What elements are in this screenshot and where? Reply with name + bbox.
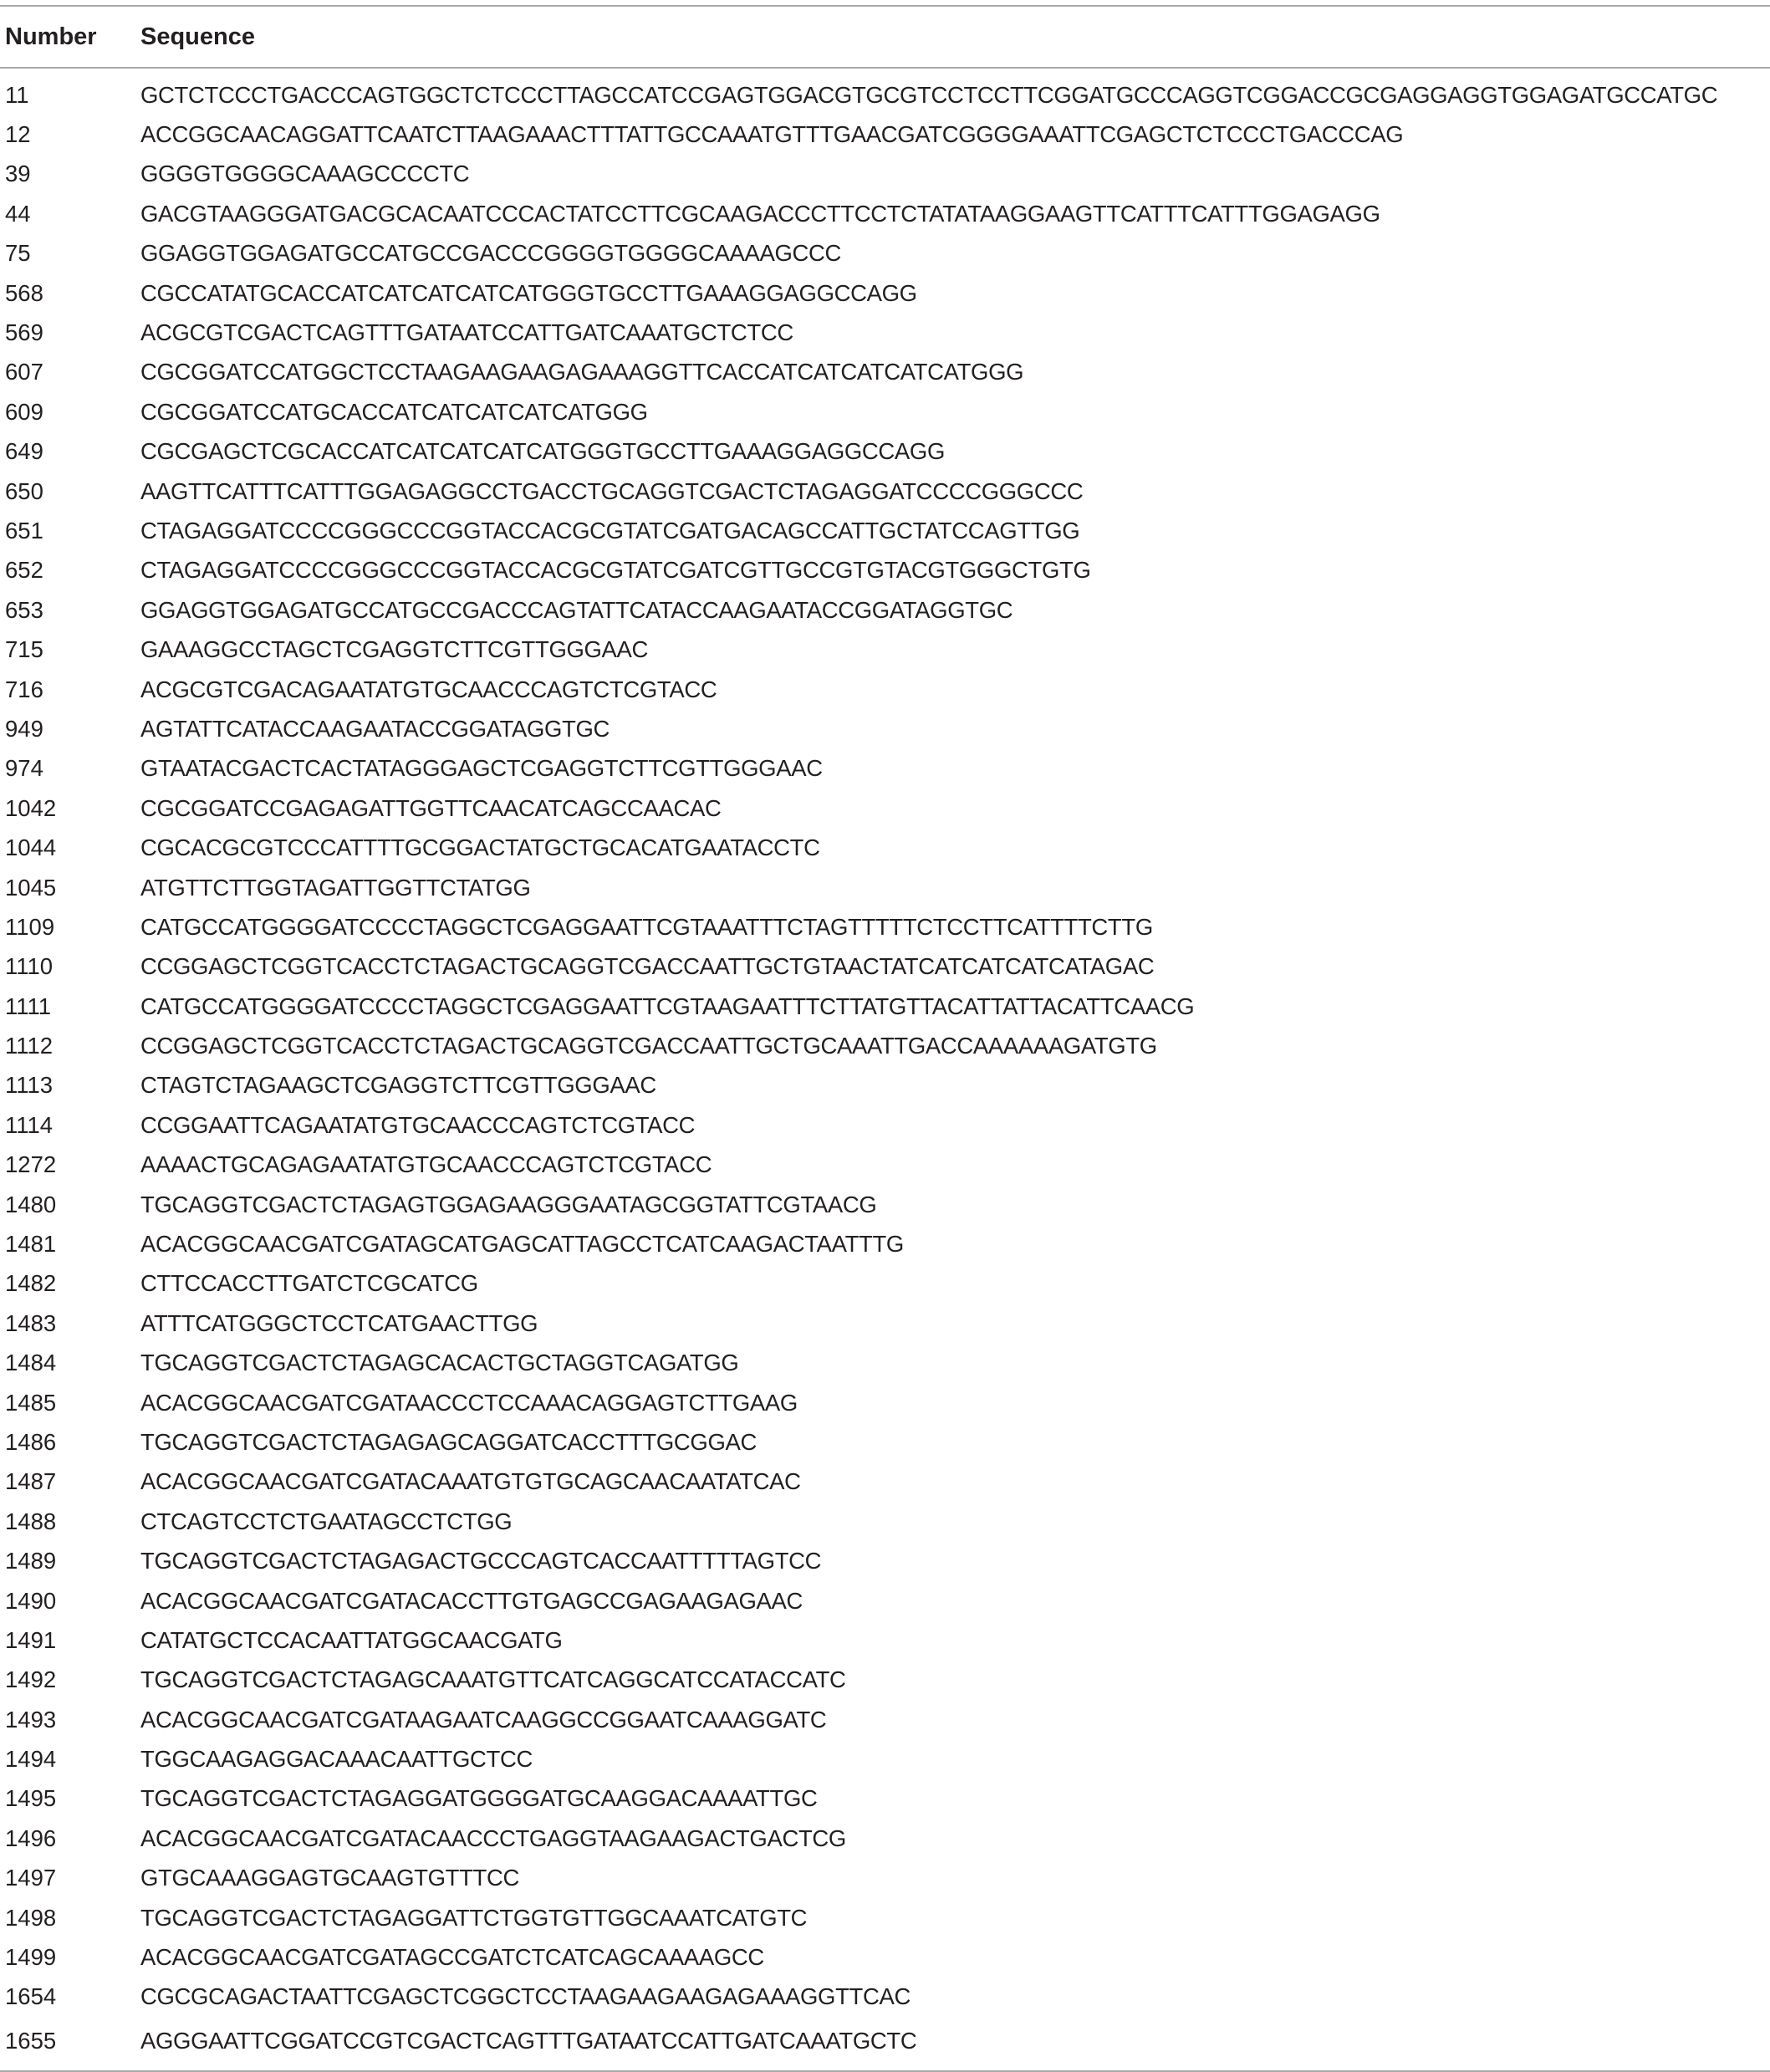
- table-row: [0, 1422, 1770, 1462]
- primer-sequence: ACACGGCAACGATCGATAGCATGAGCATTAGCCTCATCAAGACTAATTTG: [140, 1231, 904, 1258]
- primer-sequence: CGCGGATCCATGCACCATCATCATCATCATGGG: [140, 398, 648, 425]
- primer-number: 568: [5, 279, 43, 306]
- table-row: [0, 1264, 1770, 1304]
- primer-number: 1272: [5, 1151, 57, 1178]
- primer-sequence: GGAGGTGGAGATGCCATGCCGACCCGGGGTGGGGCAAAAGCCC: [140, 240, 842, 267]
- table-row: [0, 1026, 1770, 1065]
- primer-sequence: CGCCATATGCACCATCATCATCATCATGGGTGCCTTGAAAGGAGGCCAGG: [140, 279, 917, 306]
- primer-number: 1492: [5, 1666, 57, 1693]
- primer-number: 1493: [5, 1706, 57, 1733]
- primer-number: 1485: [5, 1389, 57, 1416]
- table-row: [0, 472, 1770, 511]
- primer-number: 1498: [5, 1904, 57, 1931]
- primer-number: 1486: [5, 1428, 57, 1455]
- primer-number: 649: [5, 438, 43, 465]
- primer-sequence: TGCAGGTCGACTCTAGAGACTGCCCAGTCACCAATTTTTAGTCC: [140, 1548, 822, 1574]
- primer-sequence: CTCAGTCCTCTGAATAGCCTCTGG: [140, 1508, 513, 1534]
- table-row: [0, 630, 1770, 669]
- table-row: [0, 1581, 1770, 1620]
- primer-sequence: TGCAGGTCGACTCTAGAGCACACTGCTAGGTCAGATGG: [140, 1350, 739, 1376]
- table-row: [0, 1304, 1770, 1343]
- primer-number: 650: [5, 477, 43, 504]
- table-row: [0, 2017, 1770, 2071]
- primer-sequence: GACGTAAGGGATGACGCACAATCCCACTATCCTTCGCAAGACCCTTCCTCTATATAAGGAAGTTCATTTCATTTGGAGAGG: [140, 200, 1380, 227]
- primer-number: 11: [5, 81, 29, 108]
- table-row: [0, 1502, 1770, 1541]
- primer-sequence: GCTCTCCCTGACCCAGTGGCTCTCCCTTAGCCATCCGAGTGGACGTGCGTCCTCCTTCGGATGCCCAGGTCGGACCGCGAGGAGGTGGAGATGCCATGC: [140, 81, 1718, 108]
- primer-number: 1487: [5, 1468, 57, 1495]
- primer-sequence: ACACGGCAACGATCGATAAGAATCAAGGCCGGAATCAAAGGATC: [140, 1706, 827, 1733]
- primer-sequence: CGCGCAGACTAATTCGAGCTCGGCTCCTAAGAAGAAGAGAAAGGTTCAC: [140, 1983, 911, 2010]
- primer-sequence: CATGCCATGGGGATCCCCTAGGCTCGAGGAATTCGTAAGAATTTCTTATGTTACATTATTACATTCAACG: [140, 993, 1195, 1019]
- primer-number: 75: [5, 240, 31, 267]
- table-row: [0, 828, 1770, 867]
- table-row: [0, 590, 1770, 630]
- primer-number: 1042: [5, 794, 57, 821]
- table-row: [0, 432, 1770, 472]
- primer-sequence: ACGCGTCGACTCAGTTTGATAATCCATTGATCAAATGCTCTCC: [140, 319, 793, 346]
- table-row: [0, 273, 1770, 313]
- column-header-number: Number: [0, 6, 140, 68]
- primer-number: 609: [5, 398, 43, 425]
- primer-number: 1114: [5, 1111, 54, 1138]
- primer-sequence: CCGGAGCTCGGTCACCTCTAGACTGCAGGTCGACCAATTGCTGTAACTATCATCATCATCATAGAC: [140, 953, 1155, 980]
- primer-number: 1488: [5, 1508, 57, 1534]
- table-row: [0, 1146, 1770, 1185]
- table-row: [0, 1066, 1770, 1105]
- primer-sequence: ACCGGCAACAGGATTCAATCTTAAGAAACTTTATTGCCAAATGTTTGAACGATCGGGGAAATTCGAGCTCTCCCTGACCCAG: [140, 121, 1404, 148]
- primer-sequence: GTGCAAAGGAGTGCAAGTGTTTCC: [140, 1865, 520, 1891]
- primer-number: 1494: [5, 1746, 57, 1773]
- table-row: [0, 1185, 1770, 1224]
- primer-sequence: CCGGAATTCAGAATATGTGCAACCCAGTCTCGTACC: [140, 1111, 696, 1138]
- primer-number: 1495: [5, 1785, 57, 1812]
- primer-number: 1480: [5, 1191, 57, 1217]
- table-row: [0, 749, 1770, 788]
- primer-sequence: GTAATACGACTCACTATAGGGAGCTCGAGGTCTTCGTTGGGAAC: [140, 755, 823, 782]
- primer-number: 1497: [5, 1865, 57, 1891]
- table-row: [0, 392, 1770, 431]
- table-row: [0, 1541, 1770, 1580]
- primer-number: 1481: [5, 1231, 57, 1258]
- primer-sequence: AGTATTCATACCAAGAATACCGGATAGGTGC: [140, 715, 610, 742]
- table-body: [0, 68, 1770, 2071]
- table-row: [0, 1978, 1770, 2017]
- primer-number: 1111: [5, 993, 52, 1019]
- table-row: [0, 1620, 1770, 1660]
- primer-number: 1482: [5, 1270, 57, 1297]
- table-row: [0, 1779, 1770, 1819]
- table-row: [0, 313, 1770, 352]
- table-row: [0, 1661, 1770, 1700]
- primer-number: 569: [5, 319, 43, 346]
- table-row: [0, 551, 1770, 590]
- primer-sequence: TGCAGGTCGACTCTAGAGGATGGGGATGCAAGGACAAAATTGC: [140, 1785, 818, 1812]
- primer-number: 1496: [5, 1824, 57, 1851]
- primer-sequence: TGCAGGTCGACTCTAGAGCAAATGTTCATCAGGCATCCATACCATC: [140, 1666, 846, 1693]
- table-row: [0, 1700, 1770, 1739]
- primer-number: 1499: [5, 1944, 57, 1971]
- primer-number: 651: [5, 517, 43, 544]
- primer-sequence: CATGCCATGGGGATCCCCTAGGCTCGAGGAATTCGTAAATTTCTAGTTTTTCTCCTTCATTTTCTTG: [140, 913, 1153, 940]
- primer-number: 1109: [5, 913, 55, 940]
- table-row: [0, 115, 1770, 154]
- primer-sequence: TGCAGGTCGACTCTAGAGGATTCTGGTGTTGGCAAATCATGTC: [140, 1904, 808, 1931]
- primer-sequence: ACACGGCAACGATCGATAACCCTCCAAACAGGAGTCTTGAAG: [140, 1389, 798, 1416]
- primer-sequence: CGCGAGCTCGCACCATCATCATCATCATGGGTGCCTTGAAAGGAGGCCAGG: [140, 438, 945, 465]
- primer-number: 1654: [5, 1983, 57, 2010]
- primer-sequence: ACACGGCAACGATCGATACAACCCTGAGGTAAGAAGACTGACTCG: [140, 1824, 846, 1851]
- table-row: [0, 68, 1770, 115]
- table-row: [0, 353, 1770, 392]
- primer-number: 1491: [5, 1626, 57, 1653]
- table-row: [0, 670, 1770, 709]
- table-row: [0, 1105, 1770, 1145]
- table-row: [0, 1819, 1770, 1858]
- primer-sequence: GAAAGGCCTAGCTCGAGGTCTTCGTTGGGAAC: [140, 636, 649, 663]
- table-row: [0, 947, 1770, 987]
- header-row: [0, 6, 1770, 68]
- table-row: [0, 987, 1770, 1026]
- primer-number: 653: [5, 596, 43, 623]
- primer-table: [0, 5, 1770, 2072]
- primer-sequence: ACGCGTCGACAGAATATGTGCAACCCAGTCTCGTACC: [140, 676, 717, 702]
- table-row: [0, 194, 1770, 233]
- table-header: [0, 6, 1770, 68]
- column-header-sequence: Sequence: [140, 6, 1770, 68]
- primer-number: 1045: [5, 874, 57, 901]
- primer-sequence: CATATGCTCCACAATTATGGCAACGATG: [140, 1626, 563, 1653]
- primer-sequence: ATGTTCTTGGTAGATTGGTTCTATGG: [140, 874, 531, 901]
- primer-sequence: ACACGGCAACGATCGATACACCTTGTGAGCCGAGAAGAGAAC: [140, 1587, 803, 1614]
- primer-sequence: CTAGTCTAGAAGCTCGAGGTCTTCGTTGGGAAC: [140, 1072, 656, 1099]
- table-row: [0, 868, 1770, 907]
- primer-number: 1044: [5, 834, 57, 861]
- table-row: [0, 511, 1770, 550]
- primer-number: 39: [5, 161, 31, 187]
- primer-sequence: TGCAGGTCGACTCTAGAGAGCAGGATCACCTTTGCGGAC: [140, 1428, 757, 1455]
- table-row: [0, 788, 1770, 828]
- primer-sequence: CGCGGATCCATGGCTCCTAAGAAGAAGAGAAAGGTTCACCATCATCATCATCATGGG: [140, 359, 1024, 385]
- primer-sequence: AAGTTCATTTCATTTGGAGAGGCCTGACCTGCAGGTCGACTCTAGAGGATCCCCGGGCCC: [140, 477, 1084, 504]
- primer-sequence: AAAACTGCAGAGAATATGTGCAACCCAGTCTCGTACC: [140, 1151, 712, 1178]
- table-row: [0, 1739, 1770, 1779]
- primer-number: 1483: [5, 1309, 57, 1336]
- primer-number: 949: [5, 715, 43, 742]
- primer-sequence: AGGGAATTCGGATCCGTCGACTCAGTTTGATAATCCATTGATCAAATGCTC: [140, 2017, 1770, 2071]
- primer-sequence: ACACGGCAACGATCGATACAAATGTGTGCAGCAACAATATCAC: [140, 1468, 801, 1495]
- primer-sequence: TGCAGGTCGACTCTAGAGTGGAGAAGGGAATAGCGGTATTCGTAACG: [140, 1191, 877, 1217]
- primer-sequence: CTTCCACCTTGATCTCGCATCG: [140, 1270, 478, 1297]
- primer-number: 1113: [5, 1072, 54, 1099]
- primer-number: 652: [5, 557, 43, 584]
- primer-sequence: GGAGGTGGAGATGCCATGCCGACCCAGTATTCATACCAAGAATACCGGATAGGTGC: [140, 596, 1013, 623]
- primer-number: 716: [5, 676, 43, 702]
- primer-table-container: [0, 5, 1770, 2072]
- primer-sequence: CCGGAGCTCGGTCACCTCTAGACTGCAGGTCGACCAATTGCTGCAAATTGACCAAAAAAGATGTG: [140, 1033, 1157, 1059]
- table-row: [0, 709, 1770, 748]
- table-row: [0, 1462, 1770, 1502]
- table-row: [0, 1224, 1770, 1263]
- primer-sequence: CTAGAGGATCCCCGGGCCCGGTACCACGCGTATCGATCGTTGCCGTGTACGTGGGCTGTG: [140, 557, 1091, 584]
- table-row: [0, 155, 1770, 194]
- table-row: [0, 1383, 1770, 1422]
- primer-number: 1112: [5, 1033, 54, 1059]
- primer-sequence: ATTTCATGGGCTCCTCATGAACTTGG: [140, 1309, 538, 1336]
- primer-number: 1484: [5, 1350, 57, 1376]
- primer-number: 44: [5, 200, 31, 227]
- primer-number: 1110: [5, 953, 54, 980]
- primer-number: 1655: [0, 2017, 140, 2071]
- primer-number: 974: [5, 755, 43, 782]
- table-row: [0, 1898, 1770, 1937]
- primer-number: 715: [5, 636, 43, 663]
- primer-number: 1489: [5, 1548, 57, 1574]
- primer-sequence: CGCACGCGTCCCATTTTGCGGACTATGCTGCACATGAATACCTC: [140, 834, 820, 861]
- primer-number: 12: [5, 121, 31, 148]
- table-row: [0, 234, 1770, 273]
- table-row: [0, 907, 1770, 947]
- primer-sequence: TGGCAAGAGGACAAACAATTGCTCC: [140, 1746, 533, 1773]
- primer-number: 1490: [5, 1587, 57, 1614]
- primer-sequence: ACACGGCAACGATCGATAGCCGATCTCATCAGCAAAAGCC: [140, 1944, 764, 1971]
- primer-sequence: CTAGAGGATCCCCGGGCCCGGTACCACGCGTATCGATGACAGCCATTGCTATCCAGTTGG: [140, 517, 1080, 544]
- table-row: [0, 1344, 1770, 1383]
- primer-sequence: CGCGGATCCGAGAGATTGGTTCAACATCAGCCAACAC: [140, 794, 722, 821]
- table-row: [0, 1937, 1770, 1977]
- primer-number: 607: [5, 359, 43, 385]
- primer-sequence: GGGGTGGGGCAAAGCCCCTC: [140, 161, 470, 187]
- table-row: [0, 1859, 1770, 1898]
